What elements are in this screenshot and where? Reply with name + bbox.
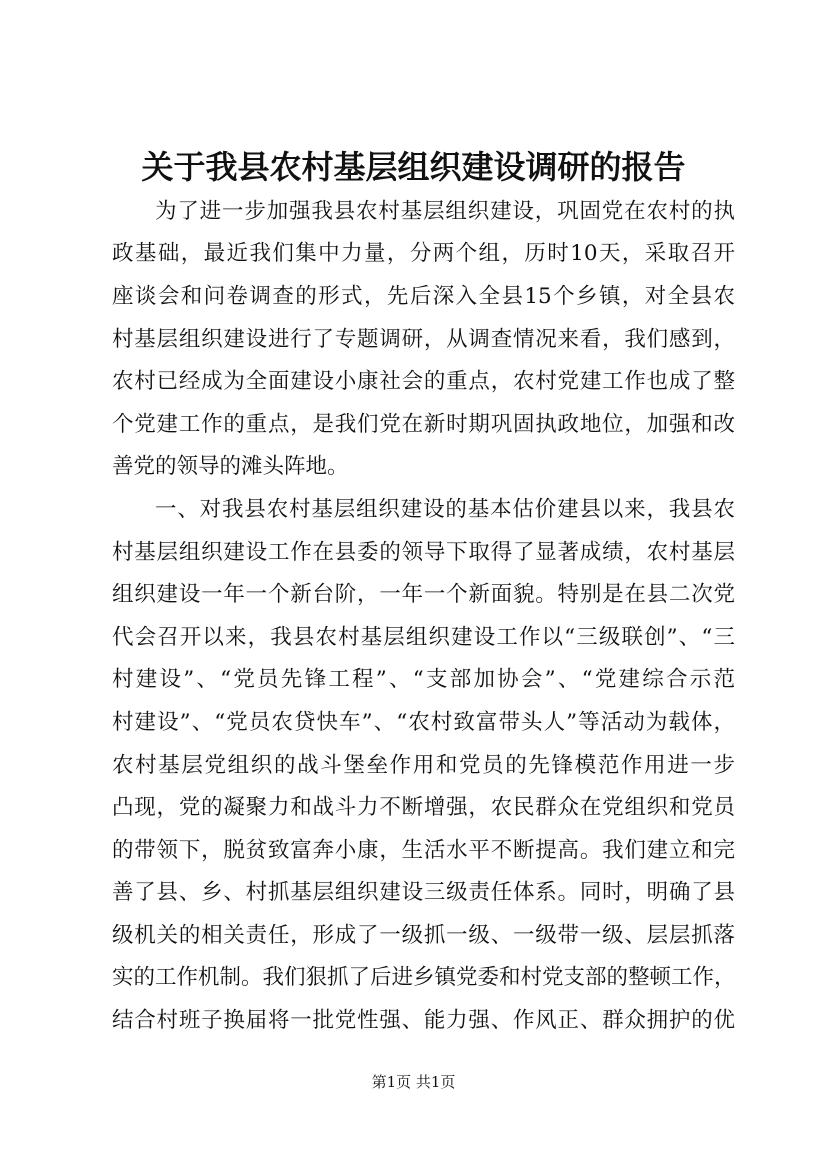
paragraph-2-line-5: 村建设”、“党员先锋工程”、“支部加协会”、“党建综合示范 xyxy=(112,667,735,692)
paragraph-1-line-5: 农村已经成为全面建设小康社会的重点，农村党建工作也成了整 xyxy=(112,369,735,394)
paragraph-1-line-2: 政基础，最近我们集中力量，分两个组，历时10天，采取召开 xyxy=(112,241,735,266)
paragraph-1-line-4: 村基层组织建设进行了专题调研，从调查情况来看，我们感到， xyxy=(112,327,735,352)
paragraph-2-line-7: 农村基层党组织的战斗堡垒作用和党员的先锋模范作用进一步 xyxy=(112,753,735,778)
paragraph-2-line-3: 组织建设一年一个新台阶，一年一个新面貌。特别是在县二次党 xyxy=(112,582,735,607)
paragraph-1-line-7: 善党的领导的滩头阵地。 xyxy=(112,454,349,479)
paragraph-2-line-12: 实的工作机制。我们狠抓了后进乡镇党委和村党支部的整顿工作， xyxy=(112,965,736,990)
paragraph-2-line-2: 村基层组织建设工作在县委的领导下取得了显著成绩，农村基层 xyxy=(112,540,735,565)
paragraph-1-line-6: 个党建工作的重点，是我们党在新时期巩固执政地位，加强和改 xyxy=(112,412,735,437)
paragraph-2-line-11: 级机关的相关责任，形成了一级抓一级、一级带一级、层层抓落 xyxy=(112,923,735,948)
paragraph-2-line-8: 凸现，党的凝聚力和战斗力不断增强，农民群众在党组织和党员 xyxy=(112,795,735,820)
paragraph-2-line-1: 一、对我县农村基层组织建设的基本估价建县以来，我县农 xyxy=(155,497,735,522)
paragraph-2-line-13: 结合村班子换届将一批党性强、能力强、作风正、群众拥护的优 xyxy=(112,1008,735,1033)
paragraph-1-line-1: 为了进一步加强我县农村基层组织建设，巩固党在农村的执 xyxy=(155,199,735,224)
document-title: 关于我县农村基层组织建设调研的报告 xyxy=(141,148,686,186)
paragraph-2-line-4: 代会召开以来，我县农村基层组织建设工作以“三级联创”、“三 xyxy=(112,625,735,650)
page-footer: 第1页 共1页 xyxy=(371,1073,456,1091)
paragraph-1-line-3: 座谈会和问卷调查的形式，先后深入全县15个乡镇，对全县农 xyxy=(112,284,735,309)
paragraph-2-line-10: 善了县、乡、村抓基层组织建设三级责任体系。同时，明确了县 xyxy=(112,880,735,905)
paragraph-2-line-9: 的带领下，脱贫致富奔小康，生活水平不断提高。我们建立和完 xyxy=(112,838,735,863)
paragraph-2-line-6: 村建设”、“党员农贷快车”、“农村致富带头人”等活动为载体， xyxy=(112,710,735,735)
